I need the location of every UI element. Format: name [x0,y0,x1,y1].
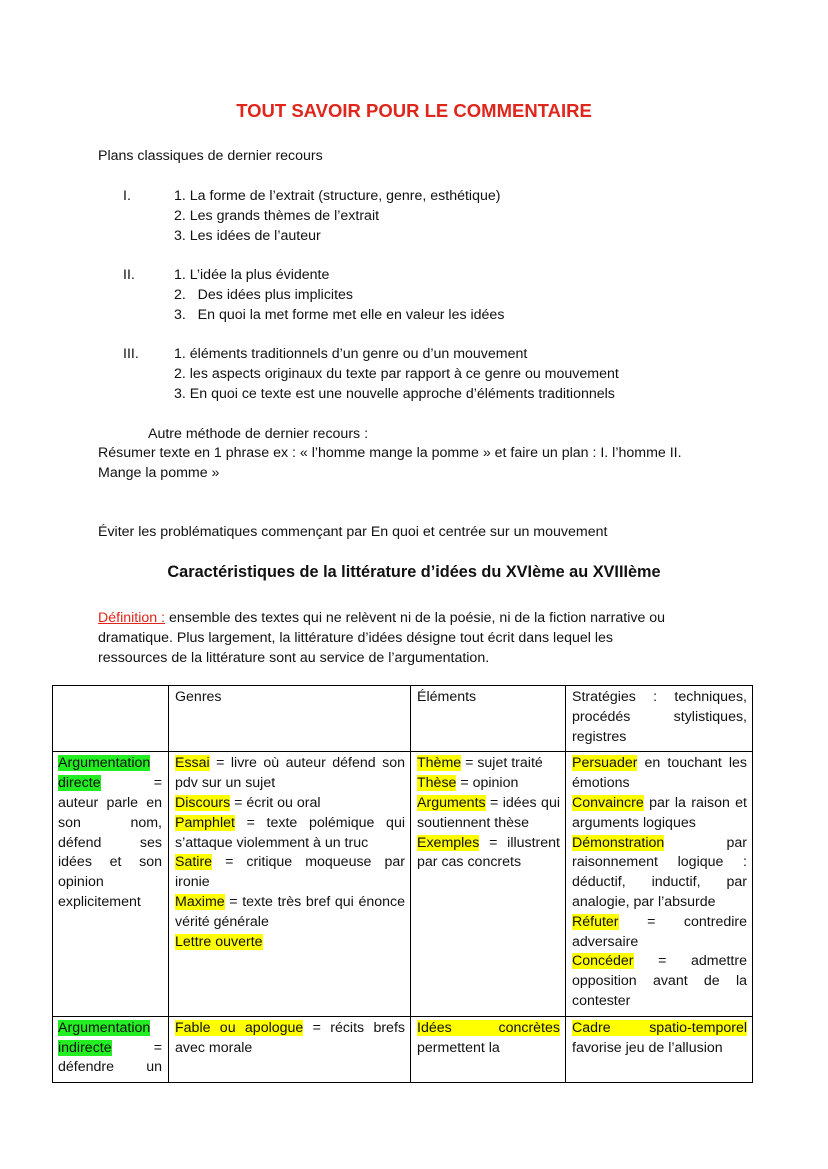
strategy-text: en touchant les émotions [572,755,747,792]
table-header-cell: Éléments [411,686,566,752]
plan-item: 1. L’idée la plus évidente [174,267,330,283]
strategies-cell [566,1016,753,1082]
row-label-text: auteur parle en son nom, défend ses idées et son opinion explicitement [58,794,162,910]
definition-line: ressources de la littérature sont au service de l’argumentation. [98,650,490,666]
plan-item: 3. Les idées de l’auteur [174,228,321,244]
section-title: Caractéristiques de la littérature d’idées du XVIème au XVIIIème [167,563,661,581]
table-header-cell: Stratégies : techniques, procédés stylistiques, registres [566,686,753,752]
genre-text: = livre où auteur défend son pdv sur un sujet [175,755,405,792]
other-method-line: Résumer texte en 1 phrase ex : « l’homme mange la pomme » et faire un plan : I. l’homme II. [98,445,682,461]
genre-entry [175,893,405,933]
definition-label: Définition : [98,610,166,626]
avoid-note: Éviter les problématiques commençant par En quoi et centrée sur un mouvement [98,524,608,540]
highlighted-term: Argumentation [58,1019,151,1036]
plan-item: 1. La forme de l’extrait (structure, genre, esthétique) [174,188,501,204]
table-header-cell: Genres [169,686,411,752]
element-text: = illustrent par cas concrets [417,834,560,871]
elements-cell [411,1016,566,1082]
highlighted-term: Exemples [417,834,480,851]
intro-text: Plans classiques de dernier recours [98,148,323,164]
highlighted-term: Arguments [417,794,486,811]
highlighted-term: Concéder [572,953,634,970]
element-text: = idées qui soutiennent thèse [417,794,560,831]
genres-cell [169,752,411,1016]
genre-entry [175,814,405,854]
highlighted-term: Thème [417,755,462,772]
definition-text: ensemble des textes qui ne relèvent ni de la poésie, ni de la fiction narrative ou [165,610,666,626]
genre-text: = texte polémique qui s’attaque violemment à un truc [175,814,405,851]
element-text: = opinion [456,775,519,792]
strategy-text: = contredire adversaire [572,913,747,950]
plan-item: 3. En quoi la met forme met elle en valeur les idées [174,307,505,323]
strategy-text: favorise jeu de l’allusion [572,1039,723,1056]
highlighted-term: Maxime [175,893,225,910]
highlighted-term: Argumentation [58,755,151,772]
table-header-row [53,686,753,752]
strategy-text: par la raison et arguments logiques [572,794,747,831]
genre-text: = récits brefs avec morale [175,1019,405,1056]
literature-table [52,685,753,1083]
genre-entry [175,754,405,794]
genre-entry [175,933,405,953]
plan-numeral: I. [123,188,131,204]
genres-cell [169,1016,411,1082]
highlighted-term: Démonstration [572,834,665,851]
strategy-text: par raisonnement logique : déductif, inductif, par analogie, par l’absurde [572,834,747,910]
definition-line [98,608,665,628]
highlighted-term: Persuader [572,755,638,772]
highlighted-term: Thèse [417,775,457,792]
row-label-cell [53,1016,169,1082]
genre-entry [175,794,405,814]
plan-item: 2. les aspects originaux du texte par rapport à ce genre ou mouvement [174,366,619,382]
genre-text: = écrit ou oral [230,794,321,811]
plan-item: 1. éléments traditionnels d’un genre ou d’un mouvement [174,346,528,362]
row-label-text: défendre un [58,1059,162,1076]
highlighted-term: Réfuter [572,913,619,930]
row-label-line [58,1039,162,1059]
definition-line: dramatique. Plus largement, la littérature d’idées désigne tout écrit dans lequel les [98,630,613,646]
other-method-heading: Autre méthode de dernier recours : [148,426,369,442]
plan-numeral: II. [123,267,135,283]
highlighted-term: Convaincre [572,794,644,811]
equals-sign: = [153,775,162,792]
plan-item: 3. En quoi ce texte est une nouvelle approche d’éléments traditionnels [174,386,615,402]
highlighted-term: Satire [175,854,213,871]
row-label-cell [53,752,169,1016]
strategies-cell [566,752,753,1016]
table-row [53,1016,753,1082]
highlighted-term: Fable ou apologue [175,1019,304,1036]
highlighted-term: Cadre spatio-temporel [572,1019,747,1036]
highlighted-term: Essai [175,755,210,772]
plan-numeral: III. [123,346,139,362]
genre-text: = texte très bref qui énonce vérité générale [175,893,405,930]
strategy-entry [572,952,747,1011]
plan-item: 2. Des idées plus implicites [174,287,353,303]
elements-cell [411,752,566,1016]
genre-entry [175,853,405,893]
strategy-entry [572,834,747,913]
element-entry [417,794,560,834]
element-text: = sujet traité [461,755,543,772]
highlighted-term: Lettre ouverte [175,933,263,950]
table-row [53,752,753,1016]
strategy-entry [572,794,747,834]
other-method-line: Mange la pomme » [98,465,220,481]
element-entry [417,774,560,794]
element-text: permettent la [417,1039,500,1056]
table-header-cell [53,686,169,752]
plan-item: 2. Les grands thèmes de l’extrait [174,208,380,224]
strategy-entry [572,754,747,794]
strategy-entry [572,913,747,953]
equals-sign: = [153,1039,162,1056]
strategy-text: = admettre opposition avant de la contester [572,953,747,1009]
genre-text: = critique moqueuse par ironie [175,854,405,891]
row-label-line [58,774,162,794]
element-entry [417,754,560,774]
element-entry [417,834,560,874]
highlighted-term: Discours [175,794,231,811]
highlighted-term: directe [58,775,101,792]
highlighted-term: Idées concrètes [417,1019,560,1036]
highlighted-term: Pamphlet [175,814,235,831]
page-title: TOUT SAVOIR POUR LE COMMENTAIRE [236,100,592,121]
highlighted-term: indirecte [58,1039,112,1056]
